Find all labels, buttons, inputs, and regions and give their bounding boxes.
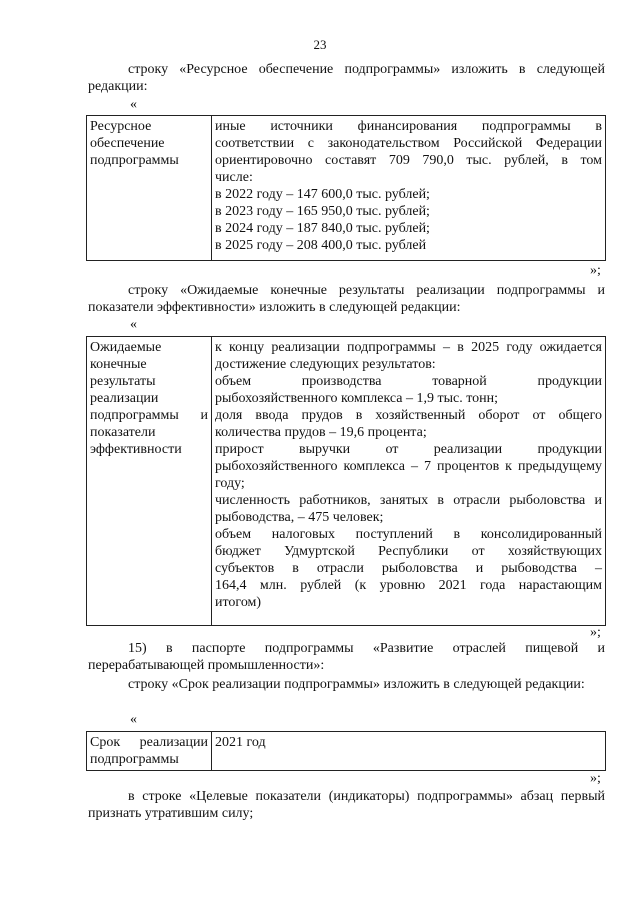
table-label-cell: Срок реализации подпрограммы [87,732,212,771]
table-label-cell: Ожидаемые конечные результаты реализации подпрограммы и показатели эффективности [87,337,212,626]
table-content-cell: иные источники финансирования подпрограммы в соответствии с законодательством Российской Федерации ориентировочно составят 709 790,0 тыс. рублей, в том числе: в 2022 году – 147 600,0 тыс. рублей; в 2023 году – 165 950,0 тыс. рублей; в 2024 году – 187 840,0 тыс. рублей; в 2025 году – 208 400,0 тыс. рублей [212,116,606,261]
paragraph-results-intro: строку «Ожидаемые конечные результаты реализации подпрограммы и показатели эффективности» изложить в следующей редакции: [88,283,605,315]
closing-quote: »; [590,625,601,640]
table-label-cell: Ресурсное обеспечение подпрограммы [87,116,212,261]
paragraph-term-intro: строку «Срок реализации подпрограммы» изложить в следующей редакции: [128,677,585,692]
opening-quote: « [130,97,137,112]
closing-quote: »; [590,771,601,786]
closing-quote: »; [590,263,601,278]
table-content-cell: к концу реализации подпрограммы – в 2025 году ожидается достижение следующих результатов: объем производства товарной продукции рыбохозяйственного комплекса – 1,9 тыс. тонн; доля ввода прудов в хозяйственный оборот от общего количества прудов – 19,6 процента; прирост выручки от реализации продукции рыбохозяйственного комплекса – 7 процентов к предыдущему году; численность работников, занятых в отрасли рыболовства и рыбоводства, – 475 человек; объем налоговых поступлений в консолидированный бюджет Удмуртской Республики от хозяйствующих субъектов в отрасли рыболовства и рыбоводства – 164,4 млн. рублей (к уровню 2021 года нарастающим итогом) [212,337,606,626]
paragraph-resource-intro: строку «Ресурсное обеспечение подпрограммы» изложить в следующей редакции: [88,62,605,94]
table-implementation-term [86,731,606,771]
table-resource-provision [86,115,606,261]
page-number: 23 [313,37,327,52]
paragraph-target-indicators: в строке «Целевые показатели (индикаторы) подпрограммы» абзац первый признать утратившим силу; [88,789,605,821]
table-content-cell: 2021 год [212,732,606,771]
opening-quote: « [130,712,137,727]
paragraph-item-15: 15) в паспорте подпрограммы «Развитие отраслей пищевой и перерабатывающей промышленности»: [88,641,605,673]
opening-quote: « [130,317,137,332]
table-expected-results [86,336,606,626]
